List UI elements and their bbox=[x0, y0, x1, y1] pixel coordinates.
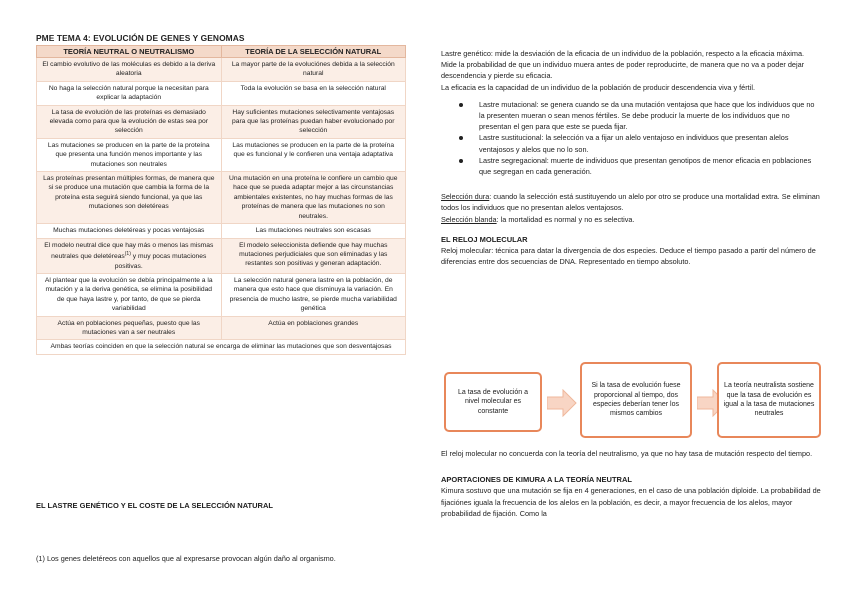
term-seleccion-dura: Selección dura bbox=[441, 192, 490, 202]
table-cell bbox=[37, 238, 222, 273]
footnote: (1) Los genes deletéreos con aquellos que al expresarse provocan algún daño al organismo. bbox=[36, 554, 336, 563]
table-cell: El cambio evolutivo de las moléculas es debido a la deriva aleatoria bbox=[37, 58, 222, 82]
list-item: Lastre sustitucional: la selección va a fijar un alelo ventajoso en individuos que presentan alelos ventajosos y alelos que no lo son. bbox=[479, 132, 821, 154]
paragraph-reloj: Reloj molecular: técnica para datar la divergencia de dos especies. Deduce el tiempo pasado a partir del número de diferencias entre dos secuencias de DNA. Representado en tiempo absoluto. bbox=[441, 246, 816, 267]
section-heading-reloj: EL RELOJ MOLECULAR bbox=[441, 234, 528, 244]
table-cell: Actúa en poblaciones pequeñas, puesto que las mutaciones van a ser neutrales bbox=[37, 316, 222, 340]
cell-text: El modelo neutral dice que hay más o menos las mismas neutrales que deletéreas bbox=[44, 241, 214, 261]
diagram-box-constant-rate: La tasa de evolución a nivel molecular es constante bbox=[444, 372, 542, 432]
diagram-box-proportional: Si la tasa de evolución fuese proporcional al tiempo, dos especies deberían tener los mismos cambios bbox=[580, 362, 692, 438]
footnote-ref: (1) bbox=[124, 250, 131, 257]
table-row bbox=[37, 58, 406, 82]
paragraph-lastre: Lastre genético: mide la desviación de la eficacia de un individuo de la población, respecto a la eficacia máxima. Mide la probabilidad de que un individuo muera antes de poder reproducirte, de manera que no va a poder dejar descendencia y pierde su eficacia. bbox=[441, 49, 805, 81]
paragraph-seleccion-dura bbox=[441, 191, 821, 213]
section-heading-kimura: APORTACIONES DE KIMURA A LA TEORÍA NEUTRAL bbox=[441, 475, 632, 485]
table-row bbox=[37, 238, 406, 273]
header-neutral: TEORÍA NEUTRAL O NEUTRALISMO bbox=[37, 46, 222, 58]
table-row bbox=[37, 224, 406, 238]
definition-text: : la mortalidad es normal y no es selectiva. bbox=[496, 214, 635, 224]
table-cell: Las mutaciones neutrales son escasas bbox=[221, 224, 406, 238]
table-cell: El modelo seleccionista defiende que hay muchas mutaciones perjudiciales que son eliminadas y las restantes son positivas y generan adaptación. bbox=[221, 238, 406, 273]
table-cell: La tasa de evolución de las proteínas es demasiado elevada como para que la evolución de estas sea por selección bbox=[37, 105, 222, 138]
table-row bbox=[37, 172, 406, 224]
left-column bbox=[36, 33, 412, 355]
header-selection: TEORÍA DE LA SELECCIÓN NATURAL bbox=[221, 46, 406, 58]
definition-text: : cuando la selección está sustituyendo un alelo por otro se produce una mortalidad extra. Se eliminan todos los individuos que no presentan alelos ventajosos. bbox=[441, 192, 820, 213]
list-item: Lastre segregacional: muerte de individuos que presentan genotipos de menor eficacia en poblaciones que segregan en cada generación. bbox=[479, 155, 821, 177]
cell-text: y muy pocas mutaciones positivas. bbox=[114, 253, 207, 270]
table-cell: Actúa en poblaciones grandes bbox=[221, 316, 406, 340]
table-row bbox=[37, 316, 406, 340]
right-column bbox=[441, 48, 821, 267]
table-cell: Las mutaciones se producen en la parte de la proteína que presenta una función menos importante y las mutaciones son neutrales bbox=[37, 138, 222, 171]
section-heading-lastre: EL LASTRE GENÉTICO Y EL COSTE DE LA SELECCIÓN NATURAL bbox=[36, 501, 273, 510]
list-item: Lastre mutacional: se genera cuando se da una mutación ventajosa que hace que los individuos que no la presenten mueran o sean menos fértiles. Se debe producir la muerte de los individuos que no presentan el gen para que este se pueda fijar. bbox=[479, 99, 821, 133]
paragraph-seleccion-blanda bbox=[441, 214, 821, 225]
page-title: PME TEMA 4: EVOLUCIÓN DE GENES Y GENOMAS bbox=[36, 33, 245, 43]
comparison-table bbox=[36, 45, 406, 355]
table-cell: La mayor parte de la evoluciónes debida a la selección natural bbox=[221, 58, 406, 82]
table-header-row bbox=[37, 46, 406, 58]
lastre-types-list bbox=[441, 99, 821, 177]
table-row bbox=[37, 105, 406, 138]
table-row bbox=[37, 138, 406, 171]
table-cell: Las proteínas presentan múltiples formas, de manera que si se produce una mutación que cambia la forma de la proteína esta seguirá siendo funcional, ya que las mutaciones son deletéreas bbox=[37, 172, 222, 224]
paragraph-eficacia: La eficacia es la capacidad de un individuo de la población de producir descendencia viva y fértil. bbox=[441, 82, 755, 92]
arrow-right-icon bbox=[547, 389, 577, 417]
right-column-lower bbox=[441, 448, 821, 519]
table-cell: Toda la evolución se basa en la selección natural bbox=[221, 81, 406, 105]
table-cell: Muchas mutaciones deletéreas y pocas ventajosas bbox=[37, 224, 222, 238]
table-row bbox=[37, 340, 406, 354]
table-cell: No haga la selección natural porque la necesitan para explicar la adaptación bbox=[37, 81, 222, 105]
table-cell: Hay suficientes mutaciones selectivamente ventajosas para que las proteínas puedan haber evolucionado por selección bbox=[221, 105, 406, 138]
paragraph-reloj-conclusion: El reloj molecular no concuerda con la teoría del neutralismo, ya que no hay tasa de mutación respecto del tiempo. bbox=[441, 449, 813, 458]
table-merged-cell: Ambas teorías coinciden en que la selección natural se encarga de eliminar las mutaciones que son desventajosas bbox=[37, 340, 406, 354]
diagram-box-neutralist: La teoría neutralista sostiene que la tasa de evolución es igual a la tasa de mutaciones neutrales bbox=[717, 362, 821, 438]
term-seleccion-blanda: Selección blanda bbox=[441, 214, 497, 224]
table-cell: Las mutaciones se producen en la parte de la proteína que es funcional y le confieren una ventaja adaptativa bbox=[221, 138, 406, 171]
table-cell: Al plantear que la evolución se debía principalmente a la mutación y a la deriva genética, se elimina la posibilidad de que haya lastre y, por tanto, de que se pierda variabilidad bbox=[37, 273, 222, 316]
table-cell: La selección natural genera lastre en la población, de manera que esto hace que disminuya la variación. En presencia de mucho lastre, se pierde mucha variabilidad genética bbox=[221, 273, 406, 316]
table-cell: Una mutación en una proteína le confiere un cambio que hace que se pueda adaptar mejor a las circunstancias ambientales existentes, no hay muchas formas de las proteínas de manera que las mutaciones no son neutrales. bbox=[221, 172, 406, 224]
table-row bbox=[37, 273, 406, 316]
table-row bbox=[37, 81, 406, 105]
paragraph-kimura: Kimura sostuvo que una mutación se fija en 4 generaciones, en el caso de una población diploide. La probabilidad de fijaciónes iguala la frecuencia de los alelos en la población, es decir, a mayor frecuencia de los alelos, mayor probabilidad de fijación. Como la bbox=[441, 486, 821, 518]
